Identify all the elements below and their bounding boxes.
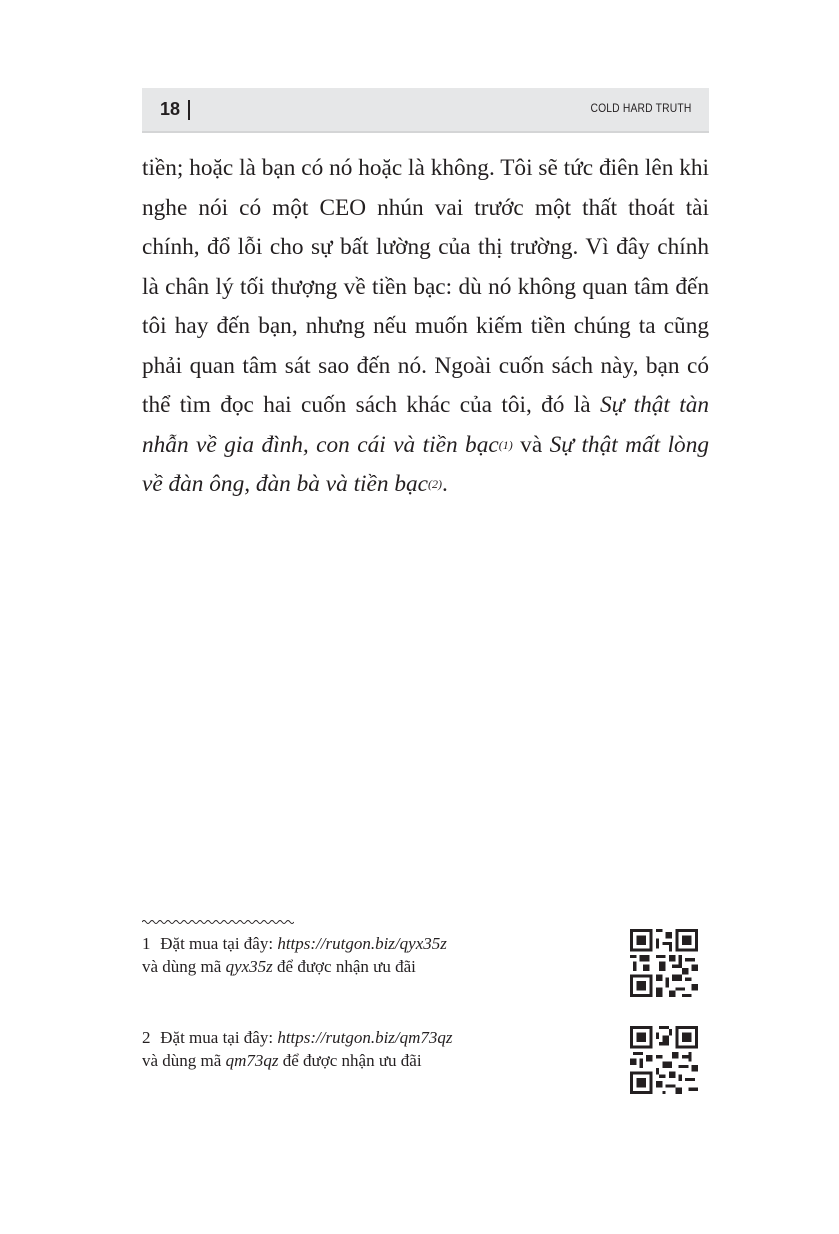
running-header — [142, 88, 709, 133]
body-text-segment: và — [512, 431, 550, 458]
footnote-number: 1 — [142, 934, 151, 953]
book-title-1: Sự thật tàn nhẫn về gia đình, con cái và tiền bạc — [142, 392, 709, 458]
footnote-label: Đặt mua tại đây: — [160, 1028, 278, 1047]
footnote-text: và dùng mã — [142, 957, 226, 976]
footnote-2 — [142, 1026, 562, 1072]
footnote-text: để được nhận ưu đãi — [278, 1051, 422, 1070]
qr-code-icon[interactable] — [630, 929, 698, 997]
footnote-link[interactable]: https://rutgon.biz/qyx35z — [277, 934, 447, 953]
footnote-divider — [142, 916, 294, 926]
footnote-text: và dùng mã — [142, 1051, 226, 1070]
footnote-label: Đặt mua tại đây: — [160, 934, 278, 953]
promo-code: qyx35z — [225, 957, 273, 976]
footnote-number: 2 — [142, 1028, 151, 1047]
footnote-text: để được nhận ưu đãi — [272, 957, 416, 976]
footnote-ref-2[interactable]: (2) — [427, 477, 442, 491]
body-text-segment: . — [441, 471, 448, 497]
footnote-1 — [142, 932, 562, 978]
qr-code-icon[interactable] — [630, 1026, 698, 1094]
body-text-segment: tiền; hoặc là bạn có nó hoặc là không. Tôi sẽ tức điên lên khi nghe nói có một CEO nhún vai trước một thất thoát tài chính, đổ lỗi cho sự bất lường của thị trường. Vì đây chính là chân lý tối thượng về tiền bạc: dù nó không quan tâm đến tôi hay đến bạn, nhưng nếu muốn kiếm tiền chúng ta cũng phải quan tâm sát sao đến nó. Ngoài cuốn sách này, bạn có thể tìm đọc hai cuốn sách khác của tôi, đó là — [142, 155, 709, 418]
running-head-title: COLD HARD TRUTH — [589, 101, 691, 115]
body-paragraph — [142, 149, 709, 505]
header-separator — [188, 100, 190, 120]
footnote-ref-1[interactable]: (1) — [498, 437, 513, 452]
page-number: 18 — [160, 99, 181, 119]
book-title-2: Sự thật mất lòng về đàn ông, đàn bà và tiền bạc — [142, 431, 710, 497]
footnote-link[interactable]: https://rutgon.biz/qm73qz — [277, 1028, 453, 1047]
promo-code: qm73qz — [225, 1051, 279, 1070]
